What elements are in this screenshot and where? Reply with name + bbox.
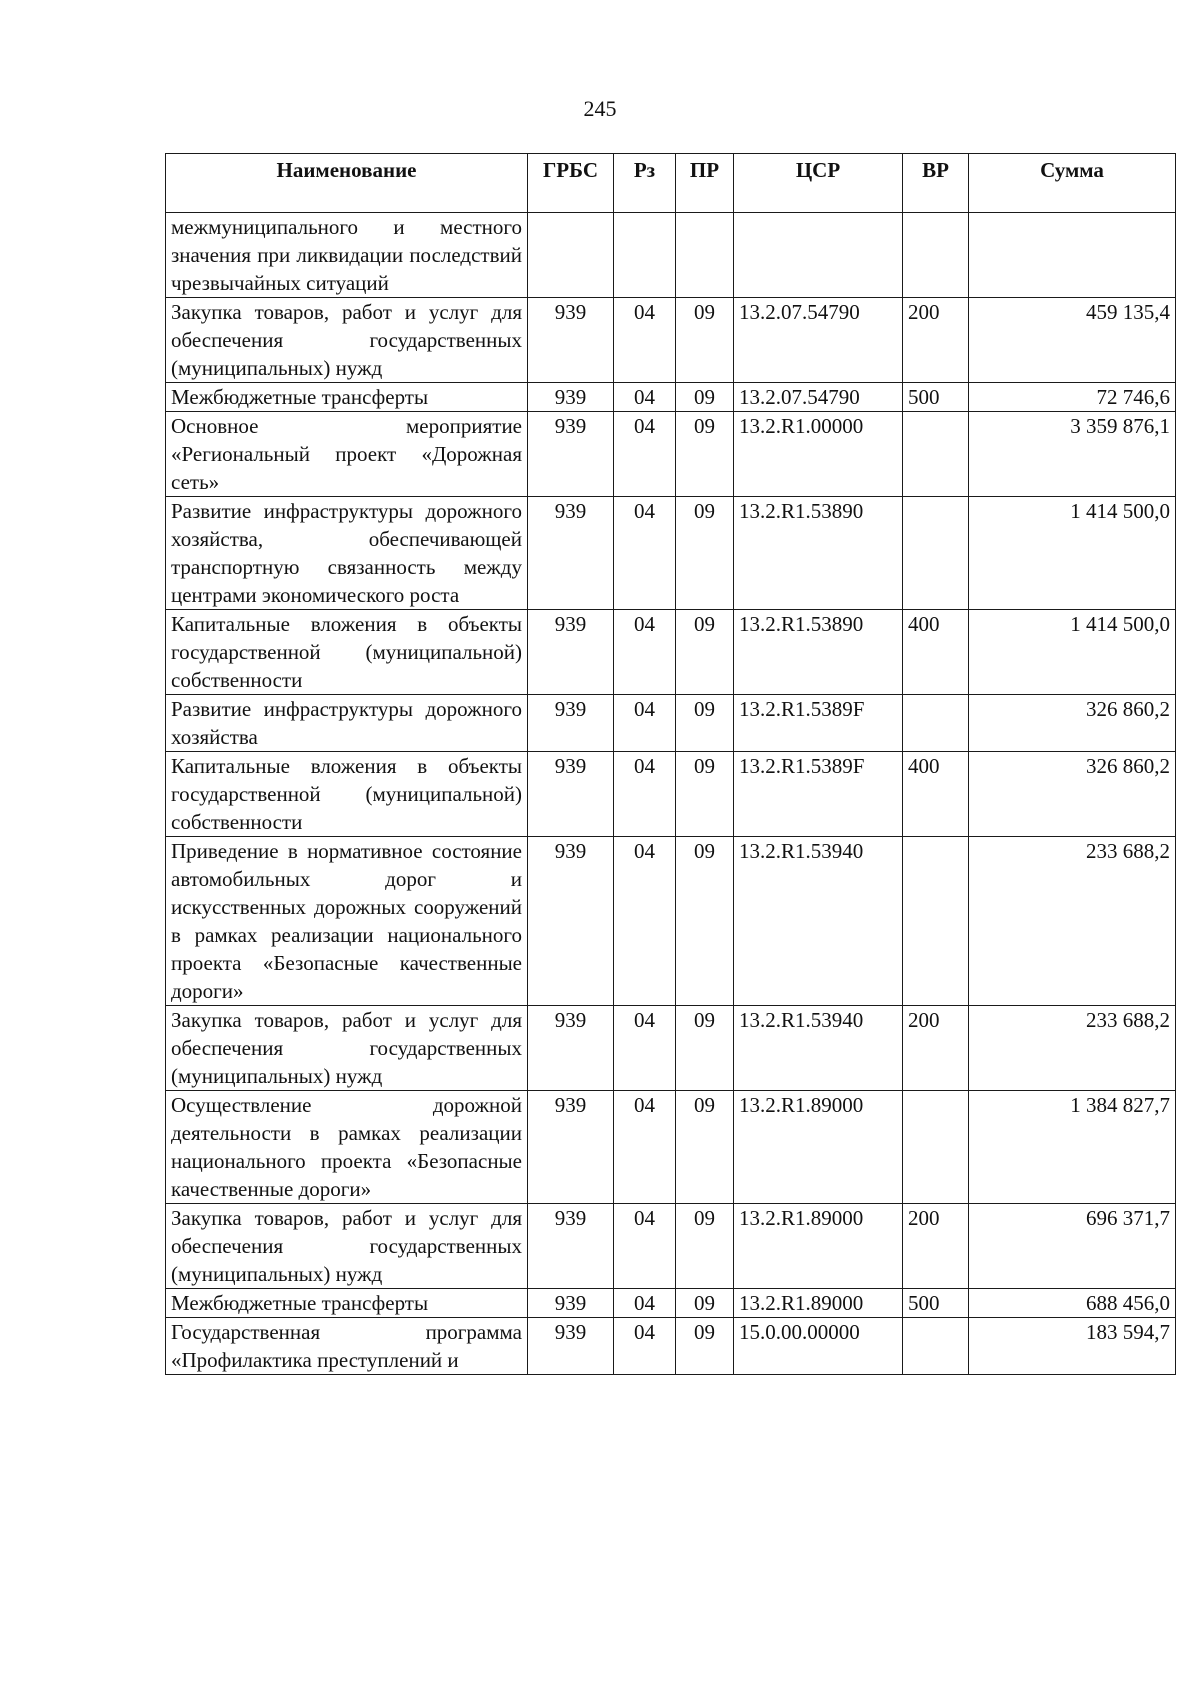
header-name: Наименование	[166, 154, 528, 213]
cell-rz: 04	[614, 695, 676, 752]
cell-vr: 200	[903, 1204, 969, 1289]
cell-sum: 696 371,7	[969, 1204, 1176, 1289]
cell-grbs: 939	[528, 412, 614, 497]
cell-name: Приведение в нормативное состояние автомобильных дорог и искусственных дорожных сооружений в рамках реализации национального проекта «Безопасные качественные дороги»	[166, 837, 528, 1006]
cell-csr	[734, 213, 903, 298]
cell-rz: 04	[614, 1318, 676, 1375]
cell-sum: 233 688,2	[969, 837, 1176, 1006]
cell-name: Закупка товаров, работ и услуг для обеспечения государственных (муниципальных) нужд	[166, 1006, 528, 1091]
cell-vr	[903, 837, 969, 1006]
cell-vr: 500	[903, 383, 969, 412]
budget-table	[165, 153, 1176, 1375]
cell-name: Развитие инфраструктуры дорожного хозяйства, обеспечивающей транспортную связанность между центрами экономического роста	[166, 497, 528, 610]
cell-vr: 200	[903, 1006, 969, 1091]
cell-grbs: 939	[528, 497, 614, 610]
cell-sum: 459 135,4	[969, 298, 1176, 383]
table-row	[166, 610, 1176, 695]
table-row	[166, 695, 1176, 752]
cell-sum: 326 860,2	[969, 752, 1176, 837]
cell-sum: 233 688,2	[969, 1006, 1176, 1091]
cell-rz: 04	[614, 1289, 676, 1318]
cell-rz: 04	[614, 837, 676, 1006]
cell-pr: 09	[676, 695, 734, 752]
cell-sum: 688 456,0	[969, 1289, 1176, 1318]
cell-pr: 09	[676, 497, 734, 610]
cell-csr: 13.2.R1.00000	[734, 412, 903, 497]
cell-csr: 13.2.R1.5389F	[734, 695, 903, 752]
table-row	[166, 837, 1176, 1006]
cell-sum: 1 414 500,0	[969, 610, 1176, 695]
cell-name: Капитальные вложения в объекты государственной (муниципальной) собственности	[166, 610, 528, 695]
cell-pr: 09	[676, 1289, 734, 1318]
cell-csr: 13.2.R1.53890	[734, 610, 903, 695]
cell-pr: 09	[676, 1204, 734, 1289]
cell-rz: 04	[614, 412, 676, 497]
cell-rz: 04	[614, 1091, 676, 1204]
cell-grbs: 939	[528, 298, 614, 383]
cell-csr: 13.2.R1.89000	[734, 1091, 903, 1204]
cell-grbs: 939	[528, 1091, 614, 1204]
cell-csr: 13.2.R1.89000	[734, 1204, 903, 1289]
table-row	[166, 1006, 1176, 1091]
header-rz: Рз	[614, 154, 676, 213]
cell-csr: 13.2.07.54790	[734, 298, 903, 383]
cell-sum: 1 384 827,7	[969, 1091, 1176, 1204]
cell-pr	[676, 213, 734, 298]
page-number: 245	[583, 96, 617, 121]
cell-grbs: 939	[528, 1289, 614, 1318]
cell-grbs: 939	[528, 837, 614, 1006]
cell-pr: 09	[676, 752, 734, 837]
cell-rz: 04	[614, 610, 676, 695]
table-row	[166, 752, 1176, 837]
cell-vr: 400	[903, 610, 969, 695]
cell-vr	[903, 1318, 969, 1375]
cell-grbs: 939	[528, 610, 614, 695]
table-body	[166, 213, 1176, 1375]
table-row	[166, 213, 1176, 298]
cell-sum: 3 359 876,1	[969, 412, 1176, 497]
table-row	[166, 1289, 1176, 1318]
cell-csr: 13.2.R1.53940	[734, 1006, 903, 1091]
cell-rz: 04	[614, 497, 676, 610]
cell-vr	[903, 412, 969, 497]
cell-name: межмуниципального и местного значения при ликвидации последствий чрезвычайных ситуаций	[166, 213, 528, 298]
cell-grbs: 939	[528, 695, 614, 752]
cell-rz	[614, 213, 676, 298]
cell-name: Закупка товаров, работ и услуг для обеспечения государственных (муниципальных) нужд	[166, 298, 528, 383]
cell-name: Межбюджетные трансферты	[166, 1289, 528, 1318]
cell-vr	[903, 1091, 969, 1204]
table-row	[166, 298, 1176, 383]
cell-vr	[903, 497, 969, 610]
cell-csr: 13.2.R1.89000	[734, 1289, 903, 1318]
cell-csr: 15.0.00.00000	[734, 1318, 903, 1375]
cell-vr: 400	[903, 752, 969, 837]
cell-grbs: 939	[528, 752, 614, 837]
cell-pr: 09	[676, 837, 734, 1006]
cell-csr: 13.2.R1.5389F	[734, 752, 903, 837]
cell-sum: 326 860,2	[969, 695, 1176, 752]
header-sum: Сумма	[969, 154, 1176, 213]
cell-sum: 72 746,6	[969, 383, 1176, 412]
table-row	[166, 497, 1176, 610]
table-row	[166, 1204, 1176, 1289]
cell-name: Государственная программа «Профилактика преступлений и	[166, 1318, 528, 1375]
cell-csr: 13.2.R1.53890	[734, 497, 903, 610]
table-row	[166, 1091, 1176, 1204]
cell-pr: 09	[676, 298, 734, 383]
table-row	[166, 412, 1176, 497]
cell-name: Межбюджетные трансферты	[166, 383, 528, 412]
table-row	[166, 1318, 1176, 1375]
cell-rz: 04	[614, 1006, 676, 1091]
cell-grbs: 939	[528, 1006, 614, 1091]
cell-grbs: 939	[528, 383, 614, 412]
cell-csr: 13.2.07.54790	[734, 383, 903, 412]
cell-name: Основное мероприятие «Региональный проект «Дорожная сеть»	[166, 412, 528, 497]
cell-pr: 09	[676, 1091, 734, 1204]
cell-vr	[903, 213, 969, 298]
cell-sum: 1 414 500,0	[969, 497, 1176, 610]
cell-vr: 500	[903, 1289, 969, 1318]
cell-pr: 09	[676, 412, 734, 497]
header-row	[166, 154, 1176, 213]
cell-vr	[903, 695, 969, 752]
cell-name: Развитие инфраструктуры дорожного хозяйства	[166, 695, 528, 752]
cell-rz: 04	[614, 298, 676, 383]
cell-rz: 04	[614, 1204, 676, 1289]
cell-grbs	[528, 213, 614, 298]
table-row	[166, 383, 1176, 412]
header-csr: ЦСР	[734, 154, 903, 213]
cell-pr: 09	[676, 1318, 734, 1375]
cell-grbs: 939	[528, 1204, 614, 1289]
cell-name: Закупка товаров, работ и услуг для обеспечения государственных (муниципальных) нужд	[166, 1204, 528, 1289]
header-grbs: ГРБС	[528, 154, 614, 213]
cell-grbs: 939	[528, 1318, 614, 1375]
cell-csr: 13.2.R1.53940	[734, 837, 903, 1006]
header-vr: ВР	[903, 154, 969, 213]
cell-pr: 09	[676, 383, 734, 412]
cell-name: Осуществление дорожной деятельности в рамках реализации национального проекта «Безопасные качественные дороги»	[166, 1091, 528, 1204]
cell-rz: 04	[614, 752, 676, 837]
cell-sum: 183 594,7	[969, 1318, 1176, 1375]
cell-pr: 09	[676, 1006, 734, 1091]
header-pr: ПР	[676, 154, 734, 213]
cell-name: Капитальные вложения в объекты государственной (муниципальной) собственности	[166, 752, 528, 837]
cell-pr: 09	[676, 610, 734, 695]
cell-rz: 04	[614, 383, 676, 412]
cell-sum	[969, 213, 1176, 298]
cell-vr: 200	[903, 298, 969, 383]
